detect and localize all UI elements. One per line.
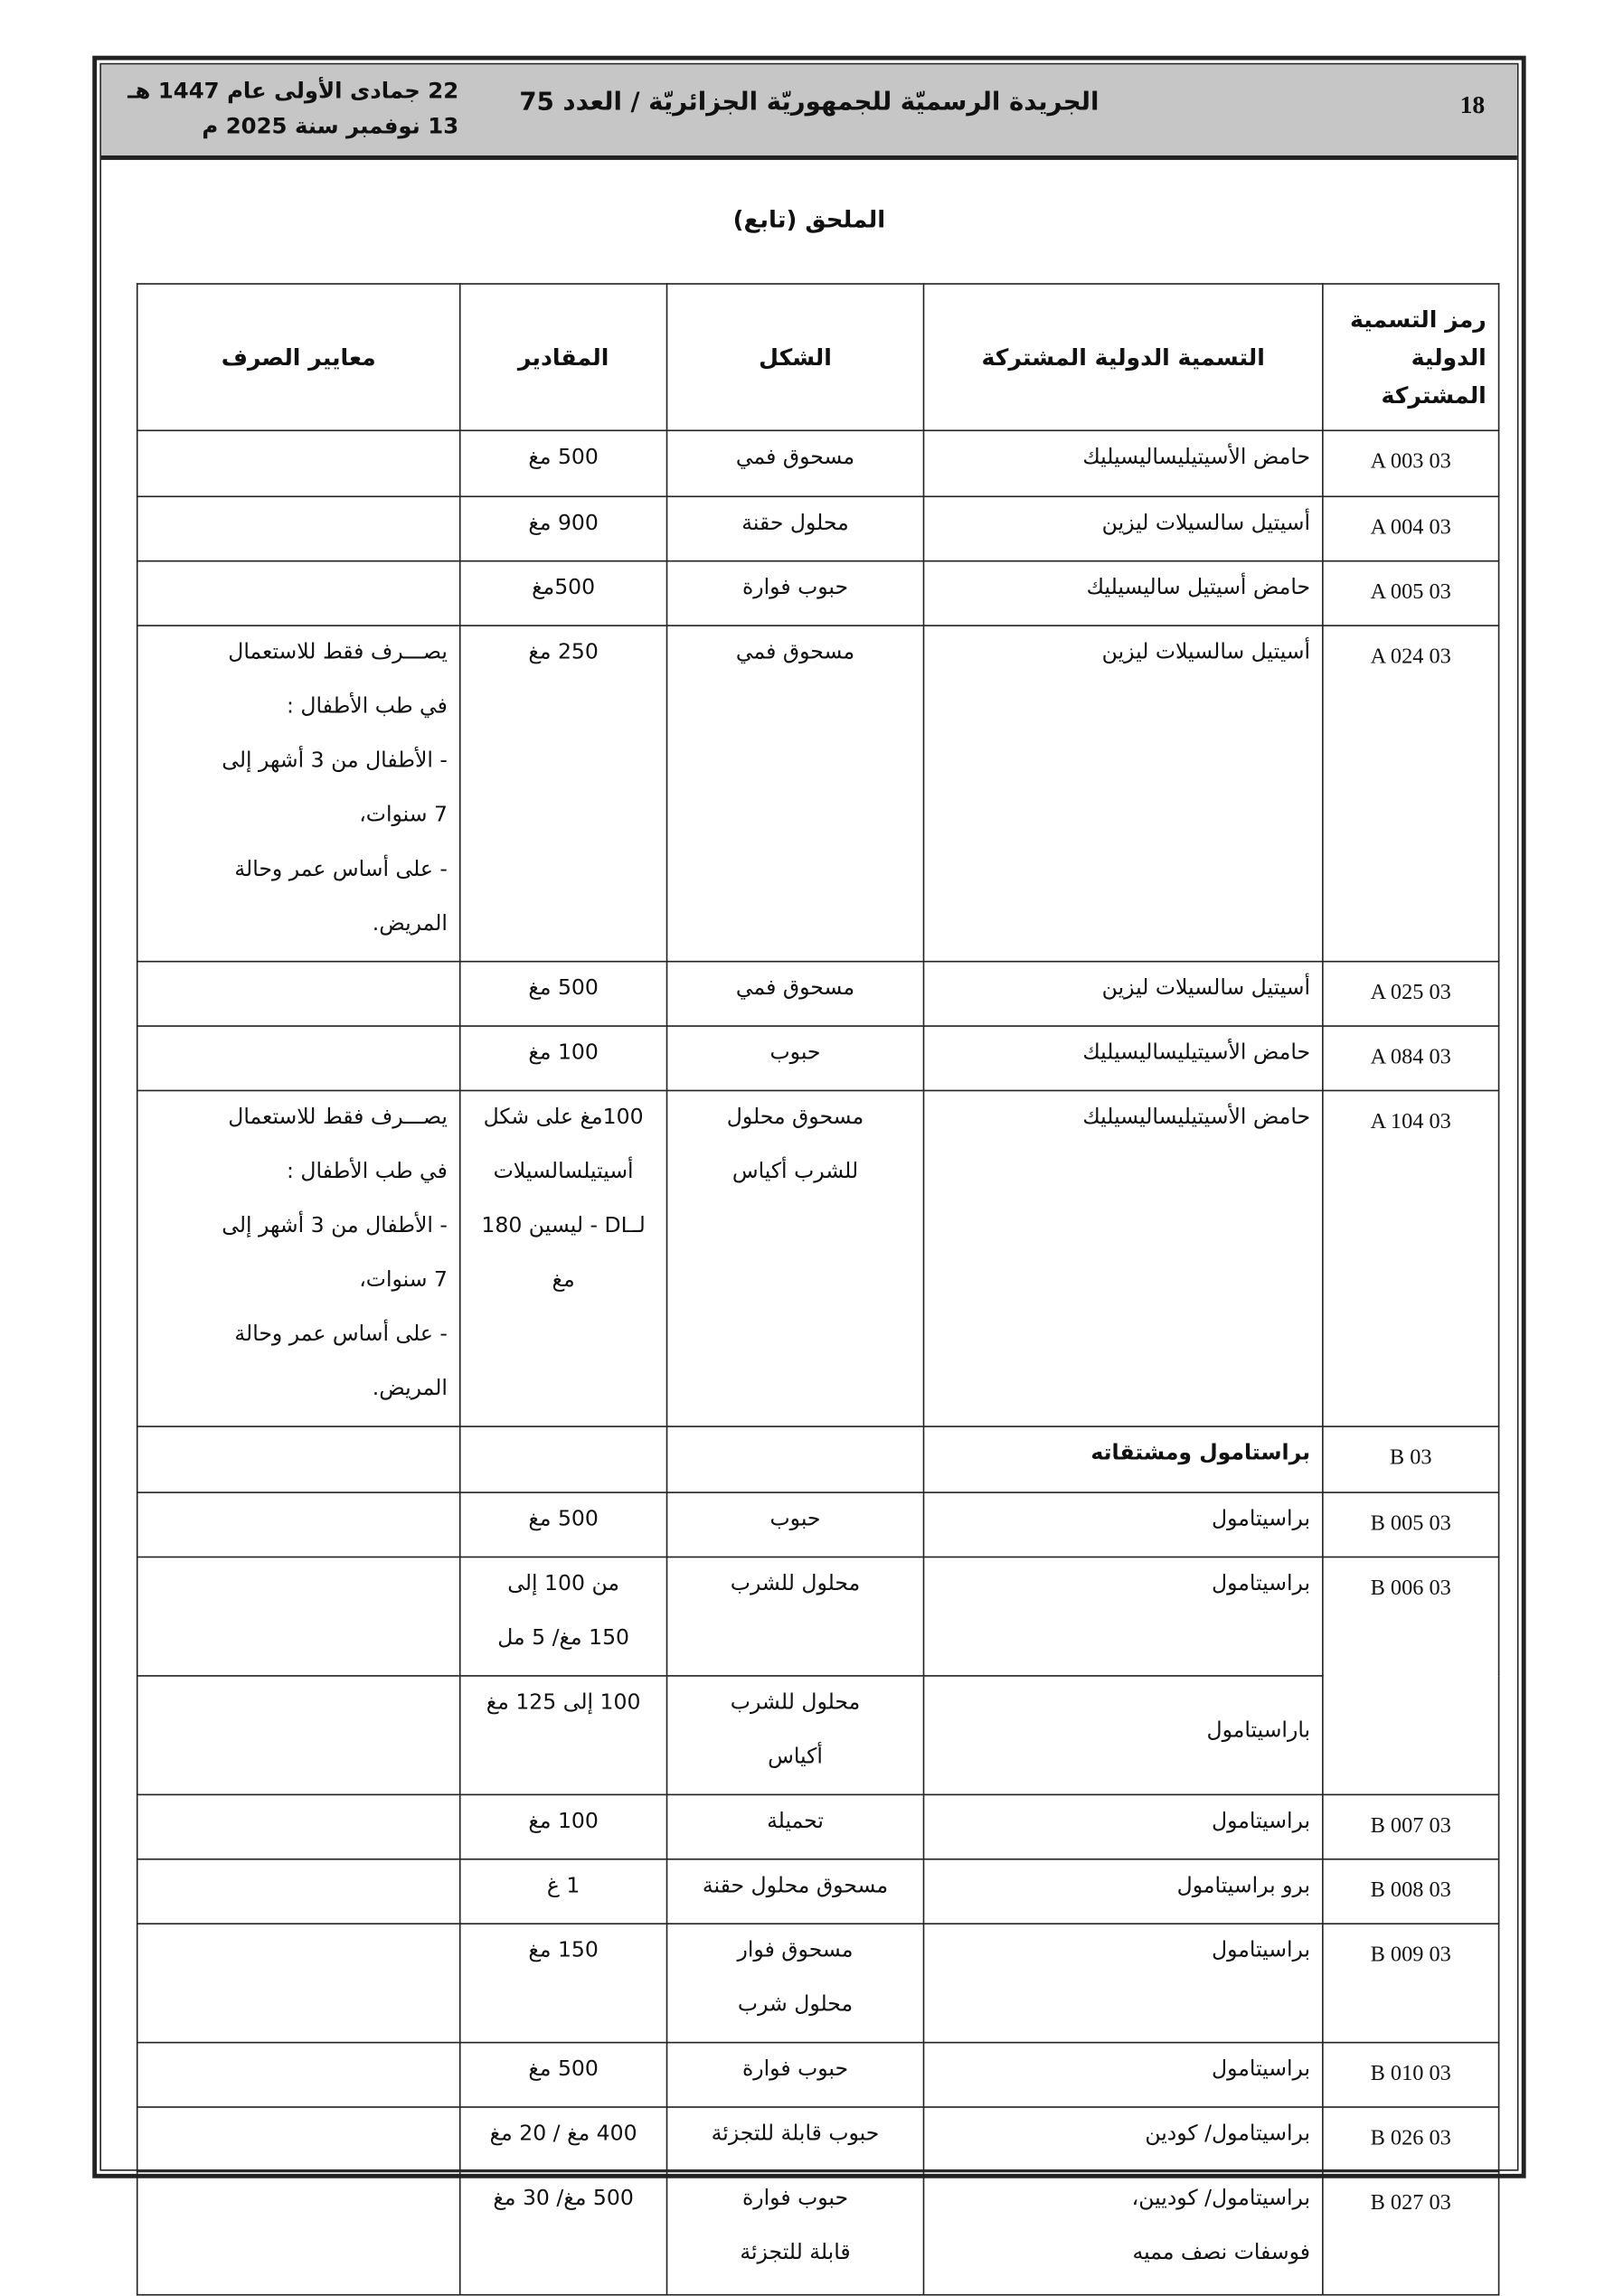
cell-shape: مسحوق محلول للشرب أكياس <box>667 1090 924 1426</box>
cell-shape: مسحوق فمي <box>667 430 924 496</box>
cell-name: أسيتيل سالسيلات ليزين <box>923 962 1322 1026</box>
table-row <box>137 1924 1499 2042</box>
header-criteria: معايير الصرف <box>137 284 460 430</box>
cell-shape: حبوب فوارة <box>667 2043 924 2107</box>
page-header <box>101 64 1517 159</box>
cell-criteria <box>137 561 460 626</box>
header-shape: الشكل <box>667 284 924 430</box>
table-row <box>137 1557 1499 1675</box>
cell-code: 03 B 026 <box>1323 2107 1499 2171</box>
cell-code: 03 A 003 <box>1323 430 1499 496</box>
table-row <box>137 1090 1499 1426</box>
cell-dose: 900 مغ <box>460 496 667 560</box>
table-row <box>137 1676 1499 1794</box>
cell-name: أسيتيل سالسيلات ليزين <box>923 496 1322 560</box>
cell-dose: 500 مغ <box>460 430 667 496</box>
cell-dose: 500 مغ <box>460 962 667 1026</box>
cell-shape: مسحوق فمي <box>667 962 924 1026</box>
cell-shape <box>667 1426 924 1492</box>
cell-shape: محلول للشرب <box>667 1557 924 1675</box>
cell-dose: 100 إلى 125 مغ <box>460 1676 667 1794</box>
cell-dose: 250 مغ <box>460 626 667 962</box>
cell-criteria <box>137 962 460 1026</box>
cell-criteria <box>137 2043 460 2107</box>
cell-shape: حبوب <box>667 1026 924 1090</box>
table-row <box>137 962 1499 1026</box>
cell-criteria <box>137 1676 460 1794</box>
cell-shape: محلول للشرب أكياس <box>667 1676 924 1794</box>
table-row <box>137 561 1499 626</box>
gazette-title: الجريدة الرسميّة للجمهوريّة الجزائريّة / العدد 75 <box>519 88 1100 118</box>
cell-code: 03 A 104 <box>1323 1090 1499 1426</box>
header-dose: المقادير <box>460 284 667 430</box>
cell-name: براسيتامول <box>923 1557 1322 1675</box>
cell-name: براسيتامول/ كودين <box>923 2107 1322 2171</box>
cell-dose: 500 مغ <box>460 2043 667 2107</box>
cell-code: 03 B 007 <box>1323 1794 1499 1858</box>
cell-name: حامض الأسيتيليساليسيليك <box>923 1090 1322 1426</box>
header-code: رمز التسمية الدولية المشتركة <box>1323 284 1499 430</box>
cell-name: براسيتامول <box>923 1794 1322 1858</box>
cell-dose: 150 مغ <box>460 1924 667 2042</box>
cell-code: 03 B 008 <box>1323 1859 1499 1924</box>
cell-dose: 1 غ <box>460 1859 667 1924</box>
page-border <box>92 56 1525 2265</box>
cell-code: 03 B <box>1323 1426 1499 1492</box>
cell-code: 03 A 005 <box>1323 561 1499 626</box>
cell-name: أسيتيل سالسيلات ليزين <box>923 626 1322 962</box>
table-row <box>137 2171 1499 2294</box>
table-row <box>137 1426 1499 1492</box>
table-row <box>137 2043 1499 2107</box>
cell-shape: محلول حقنة <box>667 496 924 560</box>
cell-code: 03 B 005 <box>1323 1492 1499 1557</box>
cell-dose: 100مغ على شكل أسيتيلسالسيلات لـDL - ليسين 180 مغ <box>460 1090 667 1426</box>
cell-code: 03 B 009 <box>1323 1924 1499 2042</box>
table-header-row <box>137 284 1499 430</box>
table-row <box>137 2107 1499 2171</box>
table-row <box>137 430 1499 496</box>
cell-criteria <box>137 496 460 560</box>
cell-code: 03 A 084 <box>1323 1026 1499 1090</box>
cell-name: براسيتامول <box>923 2043 1322 2107</box>
cell-criteria <box>137 1557 460 1675</box>
issue-date <box>127 73 458 144</box>
cell-criteria: يصـــرف فقط للاستعمال في طب الأطفال : - الأطفال من 3 أشهر إلى 7 سنوات، - على أساس عمر وحالة المريض. <box>137 626 460 962</box>
cell-criteria <box>137 2171 460 2294</box>
cell-criteria <box>137 2107 460 2171</box>
cell-dose: 100 مغ <box>460 1026 667 1090</box>
cell-criteria <box>137 1794 460 1858</box>
cell-criteria <box>137 1026 460 1090</box>
table-row <box>137 1492 1499 1557</box>
cell-name: براسيتامول/ كوديين، فوسفات نصف مميه <box>923 2171 1322 2294</box>
table-row <box>137 496 1499 560</box>
cell-shape: تحميلة <box>667 1794 924 1858</box>
cell-name: براسيتامول <box>923 1492 1322 1557</box>
cell-criteria <box>137 1426 460 1492</box>
cell-criteria: يصـــرف فقط للاستعمال في طب الأطفال : - الأطفال من 3 أشهر إلى 7 سنوات، - على أساس عمر وحالة المريض. <box>137 1090 460 1426</box>
cell-code: 03 A 025 <box>1323 962 1499 1026</box>
date-gregorian: 13 نوفمبر سنة 2025 م <box>202 112 459 140</box>
medicines-table <box>137 283 1499 2295</box>
cell-name: حامض الأسيتيليساليسيليك <box>923 430 1322 496</box>
cell-code: 03 B 027 <box>1323 2171 1499 2294</box>
date-hijri: 22 جمادى الأولى عام 1447 هـ <box>127 78 459 105</box>
cell-dose: 500مغ <box>460 561 667 626</box>
table-row <box>137 1794 1499 1858</box>
cell-dose: 400 مغ / 20 مغ <box>460 2107 667 2171</box>
cell-dose: 500 مغ/ 30 مغ <box>460 2171 667 2294</box>
cell-name: براسيتامول <box>923 1924 1322 2042</box>
page-inner-border <box>99 63 1518 2265</box>
cell-dose: 500 مغ <box>460 1492 667 1557</box>
annex-title: الملحق (تابع) <box>732 205 886 234</box>
cell-code: 03 A 004 <box>1323 496 1499 560</box>
cell-criteria <box>137 1492 460 1557</box>
cell-shape: حبوب فوارة <box>667 561 924 626</box>
table-row <box>137 1859 1499 1924</box>
cell-name: برو براسيتامول <box>923 1859 1322 1924</box>
cell-criteria <box>137 430 460 496</box>
cell-criteria <box>137 1859 460 1924</box>
page-number: 18 <box>1459 90 1486 119</box>
cell-shape: حبوب قابلة للتجزئة <box>667 2107 924 2171</box>
cell-shape: مسحوق فمي <box>667 626 924 962</box>
cell-name: براستامول ومشتقاته <box>923 1426 1322 1492</box>
cell-code: 03 B 006 <box>1323 1557 1499 1794</box>
cell-dose <box>460 1426 667 1492</box>
cell-dose: 100 مغ <box>460 1794 667 1858</box>
cell-criteria <box>137 1924 460 2042</box>
table-row <box>137 626 1499 962</box>
cell-code: 03 A 024 <box>1323 626 1499 962</box>
cell-shape: مسحوق محلول حقنة <box>667 1859 924 1924</box>
cell-shape: مسحوق فوار محلول شرب <box>667 1924 924 2042</box>
cell-name: حامض أسيتيل ساليسيليك <box>923 561 1322 626</box>
cell-name: باراسيتامول <box>923 1676 1322 1794</box>
table-row <box>137 1026 1499 1090</box>
header-name: التسمية الدولية المشتركة <box>923 284 1322 430</box>
cell-name: حامض الأسيتيليساليسيليك <box>923 1026 1322 1090</box>
cell-shape: حبوب فوارة قابلة للتجزئة <box>667 2171 924 2294</box>
cell-shape: حبوب <box>667 1492 924 1557</box>
cell-dose: من 100 إلى 150 مغ/ 5 مل <box>460 1557 667 1675</box>
cell-code: 03 B 010 <box>1323 2043 1499 2107</box>
